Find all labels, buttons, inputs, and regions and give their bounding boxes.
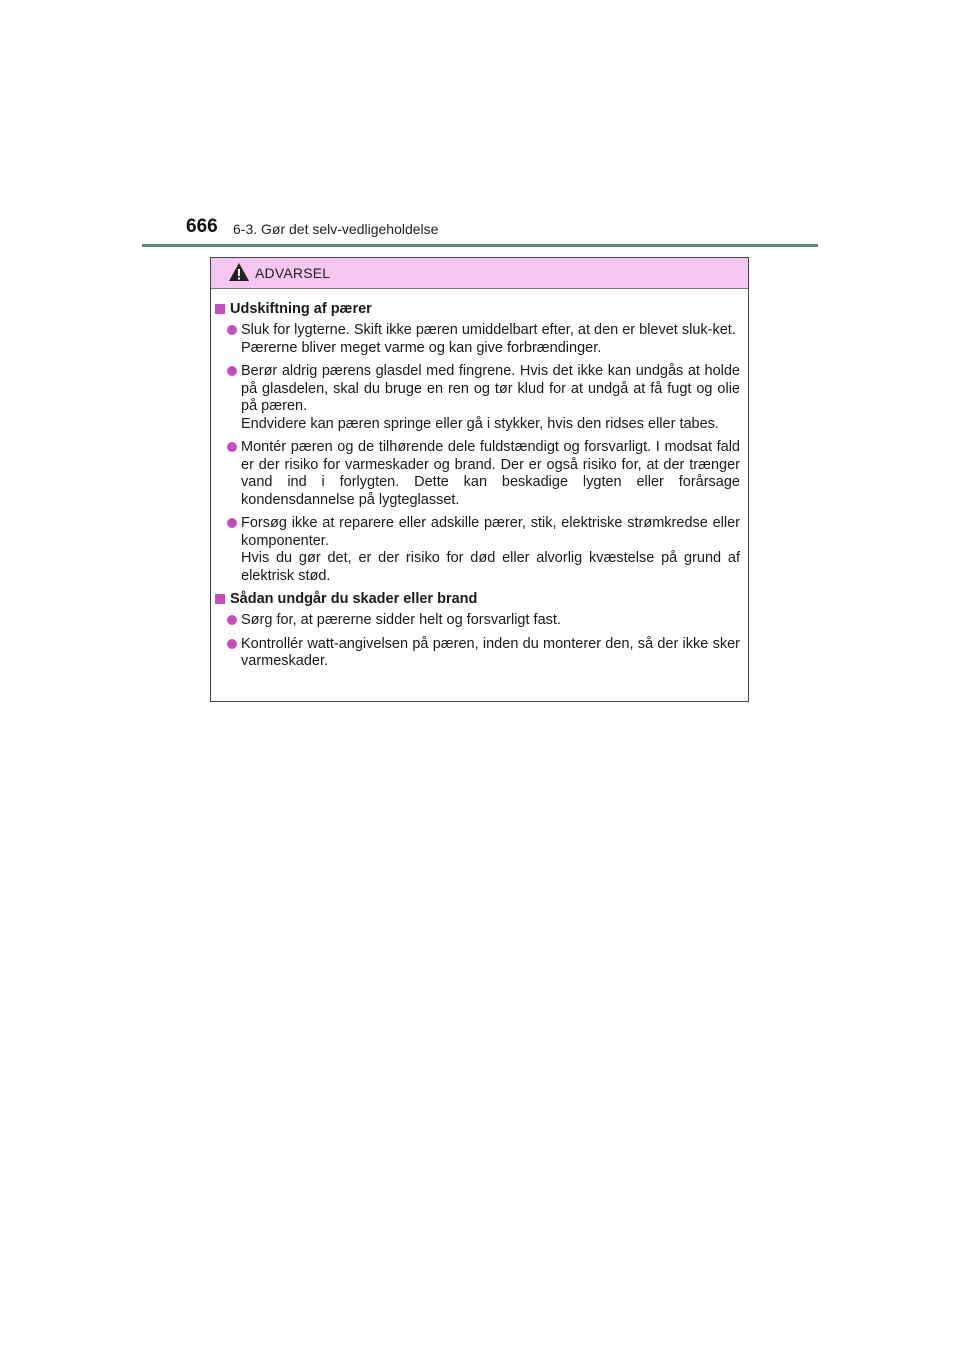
list-item: [214, 612, 740, 630]
circle-bullet-icon: [227, 615, 237, 625]
section-heading: [214, 591, 740, 608]
section-heading-text: Sådan undgår du skader eller brand: [230, 591, 478, 607]
list-item: [214, 363, 740, 433]
circle-bullet-icon: [227, 518, 237, 528]
item-text: Montér pæren og de tilhørende dele fuldstændigt og forsvarligt. I modsat fald er der risiko for varmeskader og brand. Der er også risiko for, at der trænger vand ind i forlygten. Dette kan beskadige lygten eller forårsage kondensdannelse på lygteglasset.: [241, 439, 740, 508]
circle-bullet-icon: [227, 366, 237, 376]
warning-box: [210, 257, 749, 702]
warning-body: [211, 289, 748, 671]
square-bullet-icon: [215, 594, 225, 604]
item-text: Forsøg ikke at reparere eller adskille pærer, stik, elektriske strømkredse eller komponenter.: [241, 515, 740, 549]
list-item: [214, 439, 740, 509]
circle-bullet-icon: [227, 442, 237, 452]
warning-title: ADVARSEL: [255, 265, 331, 281]
item-text: Hvis du gør det, er der risiko for død eller alvorlig kvæstelse på grund af elektrisk stød.: [241, 550, 740, 584]
warning-triangle-icon: [228, 262, 250, 282]
list-item: [214, 515, 740, 585]
section-avoid-damage-fire: [214, 591, 740, 671]
item-text: Sørg for, at pærerne sidder helt og forsvarligt fast.: [241, 612, 561, 628]
section-heading: [214, 301, 740, 318]
list-item: [214, 322, 740, 357]
section-heading-text: Udskiftning af pærer: [230, 301, 372, 317]
section-bulb-replacement: [214, 301, 740, 585]
item-text: Kontrollér watt-angivelsen på pæren, inden du monterer den, så der ikke sker varmeskader.: [241, 635, 740, 669]
circle-bullet-icon: [227, 325, 237, 335]
section-title: 6-3. Gør det selv-vedligeholdelse: [233, 221, 439, 237]
warning-header: [211, 258, 748, 289]
list-item: [214, 636, 740, 671]
item-text: Berør aldrig pærens glasdel med fingrene. Hvis det ikke kan undgås at holde på glasdelen, skal du bruge en ren og tør klud for at undgå at få fugt og olie på pæren.: [241, 363, 740, 414]
item-text: Sluk for lygterne. Skift ikke pæren umiddelbart efter, at den er blevet sluk-ket.: [241, 322, 736, 338]
item-text: Pærerne bliver meget varme og kan give forbrændinger.: [241, 339, 602, 356]
circle-bullet-icon: [227, 639, 237, 649]
item-text: Endvidere kan pæren springe eller gå i stykker, hvis den ridses eller tabes.: [241, 415, 719, 432]
page-number: 666: [186, 216, 218, 237]
header-rule: [142, 244, 818, 247]
square-bullet-icon: [215, 304, 225, 314]
page-header: [186, 216, 818, 246]
